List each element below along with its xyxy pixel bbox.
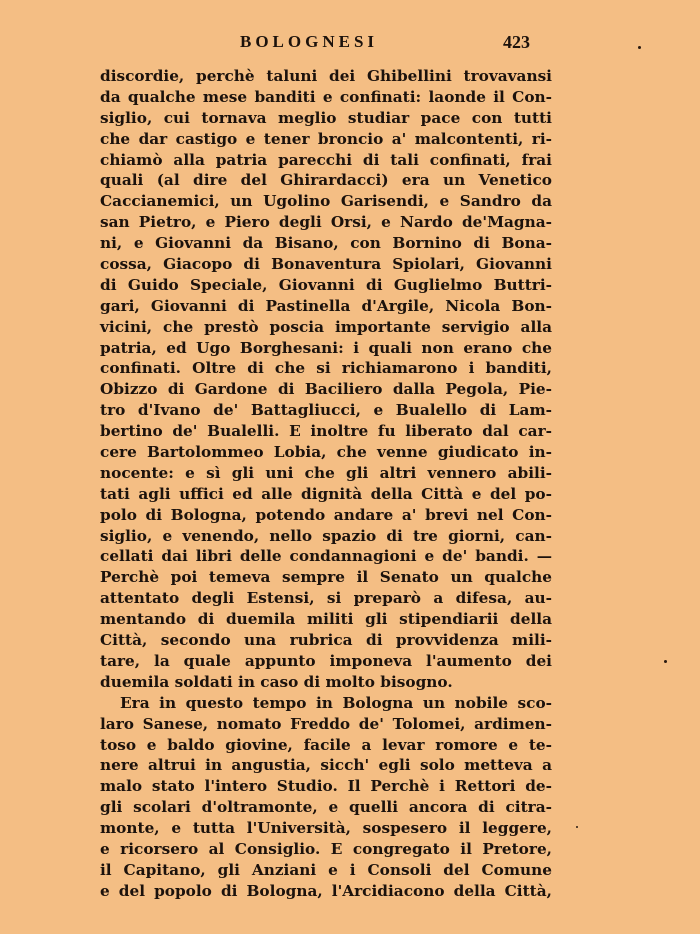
paragraph-start-line: Era in questo tempo in Bologna un nobile sco-	[120, 693, 552, 712]
text-line: gari, Giovanni di Pastinella d'Argile, Nicola Bon-	[100, 296, 552, 315]
text-line: che dar castigo e tener broncio a' malcontenti, ri-	[100, 129, 552, 148]
running-title: BOLOGNESI	[240, 32, 379, 51]
text-line: polo di Bologna, potendo andare a' brevi nel Con-	[100, 505, 552, 524]
text-line: e del popolo di Bologna, l'Arcidiacono della Città,	[100, 881, 552, 900]
text-line: il Capitano, gli Anziani e i Consoli del Comune	[100, 860, 552, 879]
text-line: Città, secondo una rubrica di provvidenza mili-	[100, 631, 552, 650]
body-text	[100, 66, 552, 902]
text-line: attentato degli Estensi, si preparò a difesa, au-	[100, 589, 552, 608]
text-line: vicini, che prestò poscia importante servigio alla	[100, 317, 552, 336]
text-line: Obizzo di Gardone di Baciliero dalla Pegola, Pie-	[100, 380, 552, 399]
text-line: discordie, perchè taluni dei Ghibellini trovavansi	[100, 67, 552, 85]
paper-speck	[664, 660, 667, 663]
paragraph-end-line: duemila soldati in caso di molto bisogno.	[100, 672, 453, 691]
text-line: siglio, cui tornava meglio studiar pace con tutti	[100, 108, 552, 127]
text-line: tro d'Ivano de' Battagliucci, e Bualello di Lam-	[100, 401, 552, 420]
text-line: da qualche mese banditi e confinati: laonde il Con-	[100, 87, 552, 106]
text-line: bertino de' Bualelli. E inoltre fu liberato dal car-	[100, 422, 552, 441]
text-line: di Guido Speciale, Giovanni di Guglielmo Buttri-	[100, 275, 552, 294]
text-line: Perchè poi temeva sempre il Senato un qualche	[100, 568, 552, 587]
text-line: tati agli uffici ed alle dignità della Città e del po-	[100, 484, 552, 503]
text-line: e ricorsero al Consiglio. E congregato il Pretore,	[100, 839, 552, 858]
text-line: laro Sanese, nomato Freddo de' Tolomei, ardimen-	[100, 714, 552, 733]
text-line: confinati. Oltre di che si richiamarono i banditi,	[100, 359, 552, 378]
text-line: san Pietro, e Piero degli Orsi, e Nardo de'Magna-	[100, 213, 552, 232]
text-line: nocente: e sì gli uni che gli altri vennero abili-	[100, 463, 552, 482]
text-line: ni, e Giovanni da Bisano, con Bornino di Bona-	[100, 234, 552, 253]
text-line: chiamò alla patria parecchi di tali confinati, frai	[100, 150, 552, 169]
text-line: siglio, e venendo, nello spazio di tre giorni, can-	[100, 526, 552, 545]
text-line: cossa, Giacopo di Bonaventura Spiolari, Giovanni	[100, 255, 552, 274]
paper-speck	[638, 46, 641, 49]
text-line: gli scolari d'oltramonte, e quelli ancora di citra-	[100, 798, 552, 817]
text-line: monte, e tutta l'Università, sospesero il leggere,	[100, 819, 552, 838]
text-line: Caccianemici, un Ugolino Garisendi, e Sandro da	[100, 192, 552, 211]
text-line: malo stato l'intero Studio. Il Perchè i Rettori de-	[100, 777, 552, 796]
text-line: patria, ed Ugo Borghesani: i quali non erano che	[100, 338, 552, 357]
page-number: 423	[503, 32, 530, 52]
text-line: tare, la quale appunto imponeva l'aumento dei	[100, 651, 552, 670]
paper-speck	[576, 826, 578, 828]
text-line: quali (al dire del Ghirardacci) era un Venetico	[100, 171, 552, 190]
text-line: cellati dai libri delle condannagioni e de' bandi. —	[100, 547, 552, 566]
text-line: cere Bartolommeo Lobia, che venne giudicato in-	[100, 443, 552, 462]
text-line: toso e baldo giovine, facile a levar romore e te-	[100, 735, 552, 754]
text-line: nere altrui in angustia, sicch' egli solo metteva a	[100, 756, 552, 775]
text-line: mentando di duemila militi gli stipendiarii della	[100, 610, 552, 629]
